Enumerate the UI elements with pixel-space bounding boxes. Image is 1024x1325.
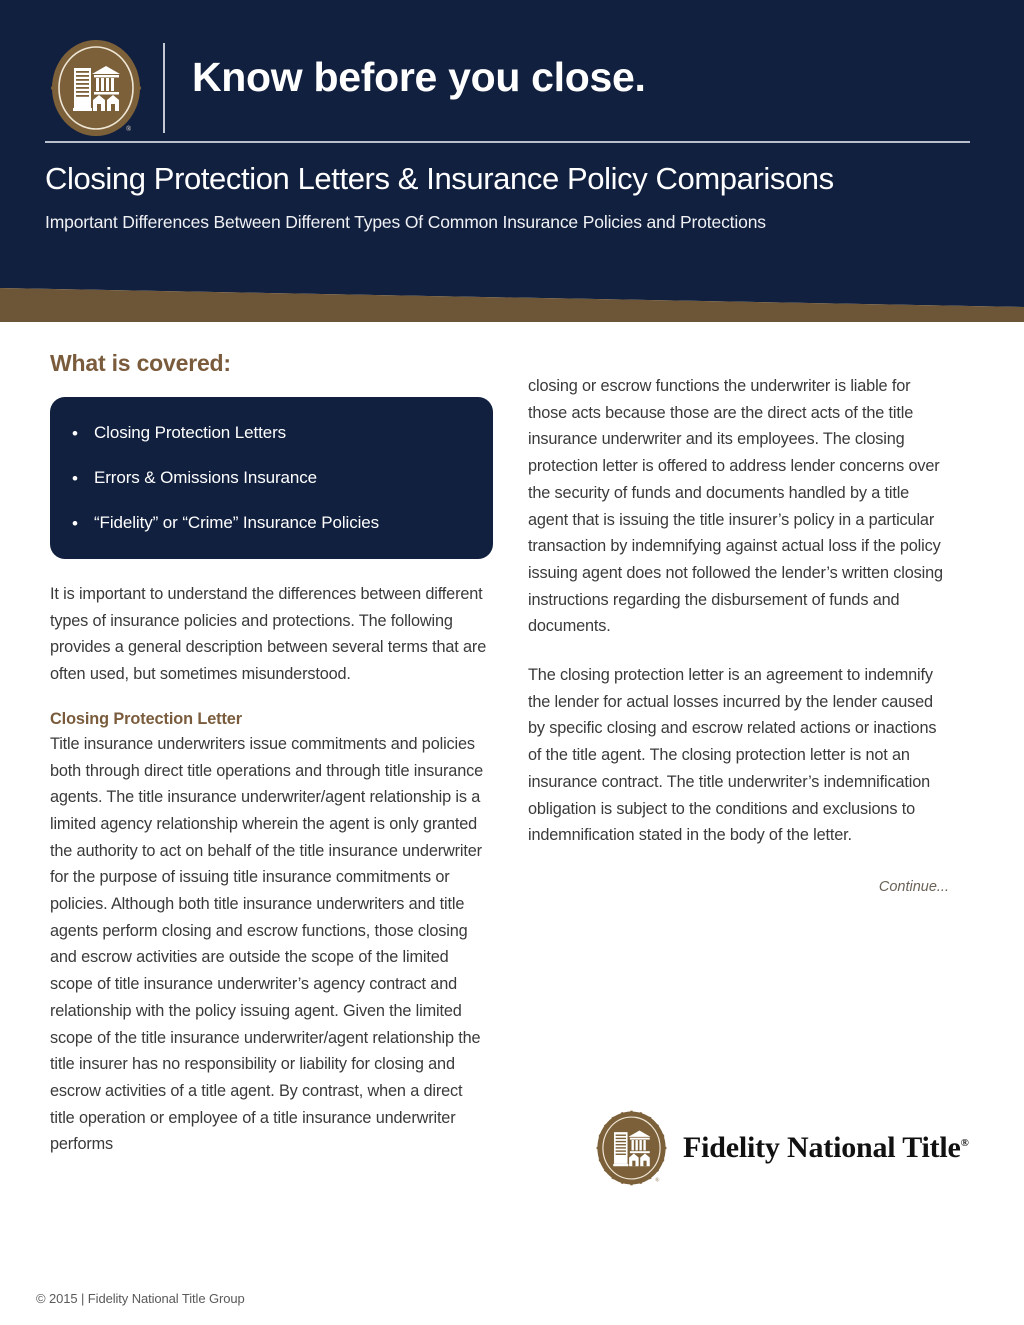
registered-trademark-icon: ® [960,1137,969,1149]
covered-items-list [50,423,493,533]
left-column-paragraph: Title insurance underwriters issue commitments and policies both through direct title operations and through title insurance agents. The title insurance underwriter/agent relationship is a limited agency relationship wherein the agent is only granted the authority to act on behalf of the title insurance underwriter for the purpose of issuing title insurance commitments or policies. Although both title insurance underwriters and title agents perform closing and escrow functions, those closing and escrow activities are outside the scope of the limited scope of title insurance underwriter’s agency contract and relationship with the policy issuing agent. Given the limited scope of the title insurance underwriter/agent relationship the title insurer has no responsibility or liability for closing and escrow activities of a title agent. By contrast, when a direct title operation or employee of a title insurance underwriter performs [50,734,483,1154]
footer-seal-icon [595,1108,668,1188]
what-is-covered-heading: What is covered: [50,350,231,376]
intro-paragraph: It is important to understand the differences between different types of insurance policies and protections. The following provides a general description between several terms that are often used, but sometimes misunderstood. [50,585,487,684]
covered-items-box [50,397,493,559]
list-item [50,423,493,443]
right-column [528,373,953,895]
header-vertical-divider [163,43,165,133]
covered-item-label: Closing Protection Letters [94,423,287,442]
page-header [0,0,1024,325]
bullet-icon: • [72,424,78,443]
svg-text:®: ® [126,125,132,133]
svg-text:®: ® [655,1177,660,1184]
page-subtitle: Important Differences Between Different Types Of Common Insurance Policies and Protections [45,212,766,232]
company-seal-logo-icon [50,38,142,138]
footer-brand-wordmark [683,1131,969,1165]
right-column-paragraph-2: The closing protection letter is an agreement to indemnify the lender for actual losses incurred by the lender caused by specific closing and escrow related actions or inactions of the title agent. The closing protection letter is not an insurance contract. The title underwriter’s indemnification obligation is subject to the conditions and exclusions to indemnification stated in the body of the letter. [528,666,937,845]
header-tagline: Know before you close. [192,54,646,100]
footer-brand-logo [595,1103,969,1193]
copyright-notice: © 2015 | Fidelity National Title Group [36,1291,245,1306]
left-column [50,325,490,1158]
covered-item-label: “Fidelity” or “Crime” Insurance Policies [94,513,380,532]
page-title: Closing Protection Letters & Insurance Policy Comparisons [45,161,834,196]
closing-protection-letter-subheading: Closing Protection Letter [50,709,242,728]
list-item [50,468,493,488]
bullet-icon: • [72,469,78,488]
right-column-paragraph-1: closing or escrow functions the underwriter is liable for those acts because those are the direct acts of the title insurance underwriter and its employees. The closing protection letter is offered to address lender concerns over the security of funds and documents handled by a title agent that is issuing the title insurer’s policy in a particular transaction by indemnifying against actual loss if the policy issuing agent does not followed the lender’s written closing instructions regarding the disbursement of funds and documents. [528,377,943,636]
footer-brand-name: Fidelity National Title [683,1131,961,1164]
header-horizontal-rule [45,141,970,143]
continue-note: Continue... [878,878,949,895]
list-item [50,513,493,533]
covered-item-label: Errors & Omissions Insurance [94,468,317,487]
bullet-icon: • [72,514,78,533]
